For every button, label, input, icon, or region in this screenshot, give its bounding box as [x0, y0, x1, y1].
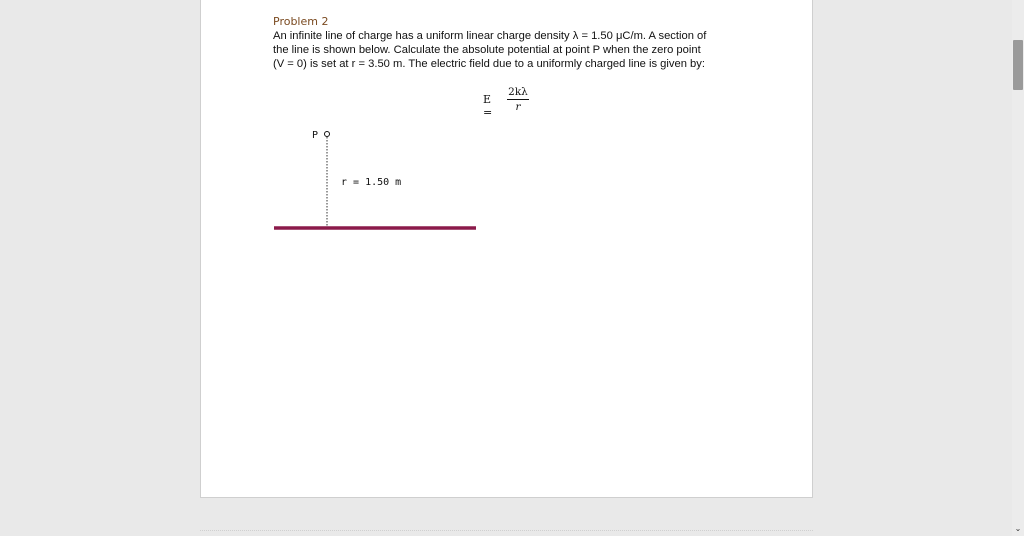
- charge-line-diagram: [201, 0, 814, 498]
- next-page-edge: [200, 530, 813, 531]
- document-page: [200, 0, 813, 498]
- point-p-marker: [325, 132, 330, 137]
- equation-lhs: E =: [483, 93, 493, 119]
- scrollbar-thumb[interactable]: [1013, 40, 1023, 90]
- problem-line-2: the line is shown below. Calculate the absolute potential at point P when the zero point: [273, 44, 701, 56]
- equation-numerator: 2kλ: [508, 86, 528, 98]
- scroll-down-icon[interactable]: ⌄: [1014, 524, 1022, 533]
- distance-label: r = 1.50 m: [341, 177, 402, 188]
- equation-denominator: r: [515, 101, 521, 113]
- point-p-label: P: [312, 130, 319, 141]
- problem-line-1: An infinite line of charge has a uniform linear charge density λ = 1.50 μC/m. A section of: [273, 30, 707, 42]
- problem-line-3: (V = 0) is set at r = 3.50 m. The electric field due to a uniformly charged line is given by:: [273, 58, 705, 70]
- problem-heading: Problem 2: [273, 15, 329, 28]
- vertical-scrollbar[interactable]: [1012, 0, 1024, 536]
